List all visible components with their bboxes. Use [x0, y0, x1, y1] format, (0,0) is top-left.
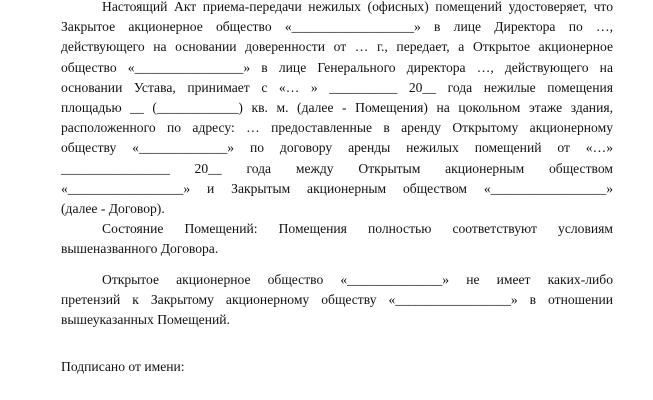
text-line: вышеуказанных Помещений. [61, 312, 230, 328]
text-line: Открытое акционерное общество «______________» не имеет каких-либо [102, 272, 613, 287]
paragraph-premises-condition [61, 219, 613, 259]
text-line: Закрытое акционерное общество «__________________» в лице Директора по …, [61, 19, 613, 35]
text-line: Состояние Помещений: Помещения полностью соответствуют условиям [102, 221, 613, 236]
signature-section [61, 357, 613, 377]
paragraph-no-claims [61, 270, 613, 331]
signature-label: Подписано от имени: [61, 359, 185, 374]
text-line: действующего на основании доверенности от … г., передает, а Открытое акционерное [61, 39, 613, 55]
text-line: основании Устава, принимает с «… » __________ 20__ года нежилые помещения [61, 79, 613, 95]
paragraph-transfer-statement [61, 0, 613, 219]
text-line: «_________________» и Закрытым акционерным обществом «_________________» [61, 180, 613, 196]
text-line: (далее - Договор). [61, 200, 165, 216]
text-line: претензий к Закрытому акционерному обществу «_________________» в отношении [61, 292, 613, 308]
text-line: расположенного по адресу: … предоставленные в аренду Открытому акционерному [61, 120, 613, 136]
text-line: ________________ 20__ года между Открытым акционерным обществом [61, 160, 613, 176]
text-line: общество «________________» в лице Генерального директора …, действующего на [61, 59, 613, 75]
text-line: Настоящий Акт приема-передачи нежилых (офисных) помещений удостоверяет, что [102, 0, 613, 14]
text-line: вышеназванного Договора. [61, 241, 219, 257]
text-line: площадью __ (____________) кв. м. (далее - Помещения) на цокольном этаже здания, [61, 99, 613, 115]
text-line: обществу «_____________» по договору аренды нежилых помещений от «…» [61, 140, 613, 156]
